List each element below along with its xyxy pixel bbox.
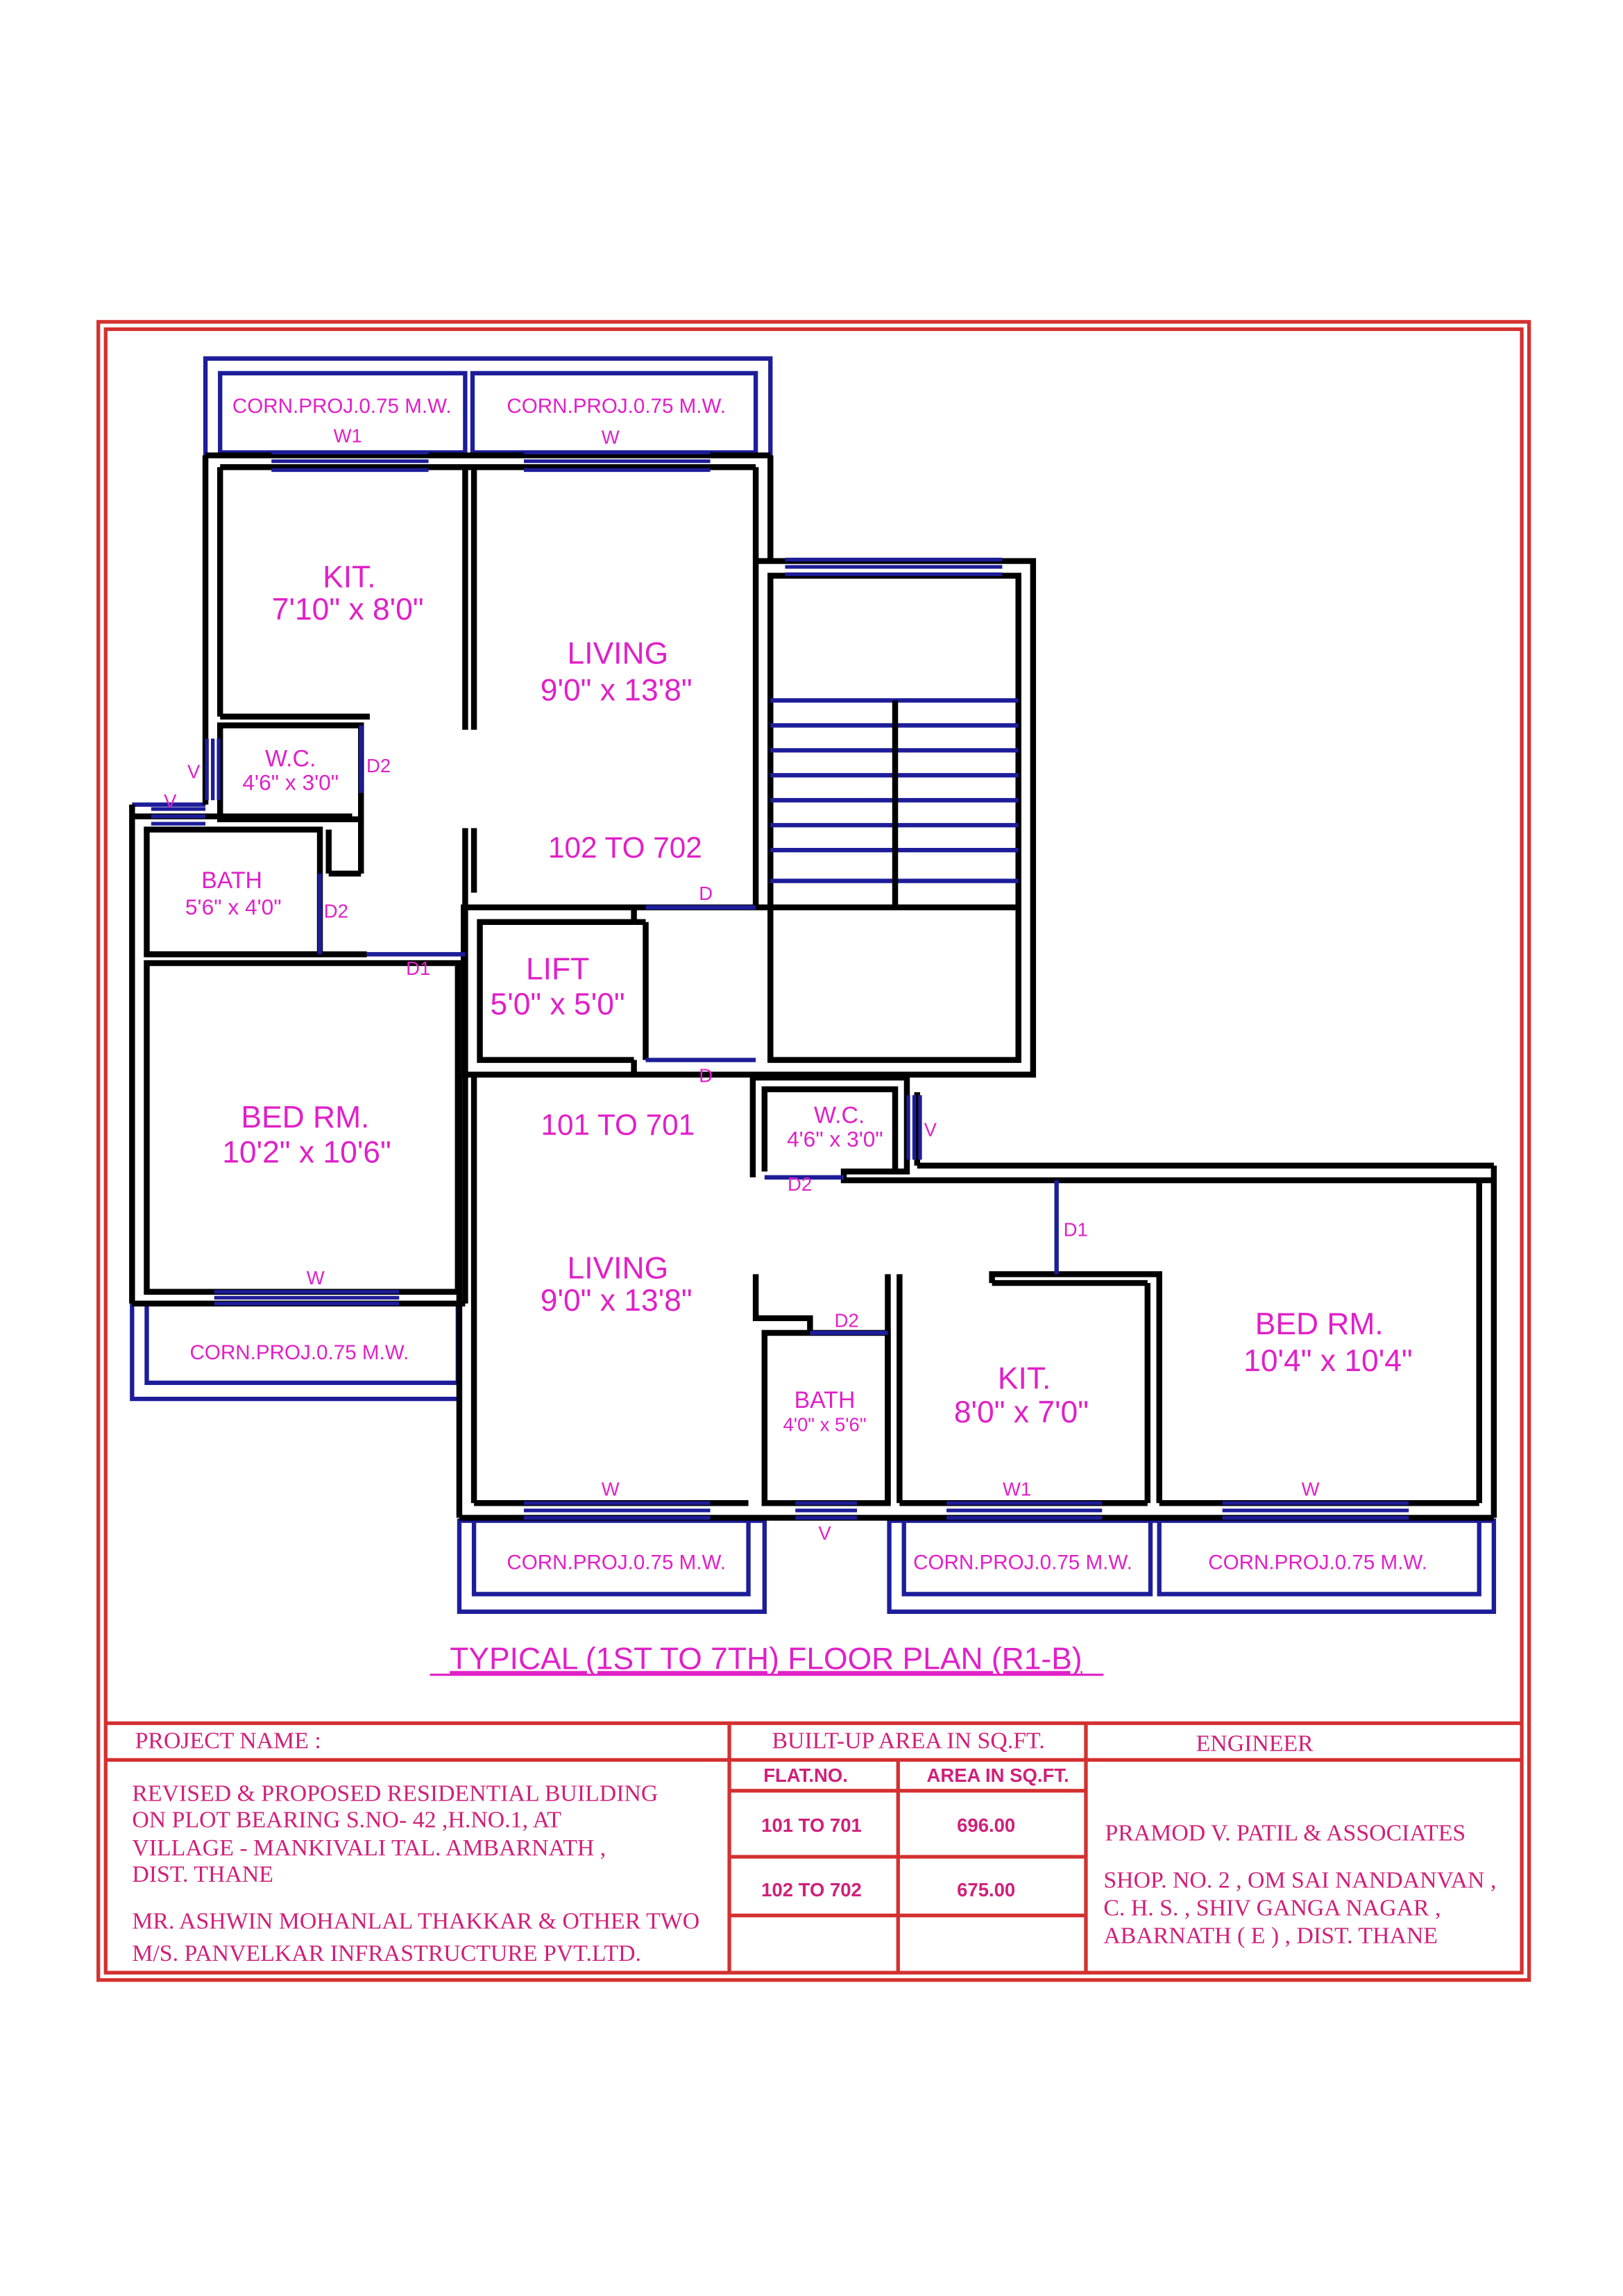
area-col-flat: FLAT.NO. [763,1764,848,1787]
window-tag-w-living: W [601,426,620,448]
window-tag-v-wc: V [187,760,201,783]
corn-proj-label-living-top: CORN.PROJ.0.75 M.W. [507,394,726,418]
window-tag-w-living-101: W [601,1478,620,1500]
bath-102-name: BATH [201,867,263,894]
corn-proj-label-living-bottom: CORN.PROJ.0.75 M.W. [507,1551,726,1574]
window-tag-w1-kit-101: W1 [1002,1478,1032,1500]
engineer-label: ENGINEER [1196,1730,1314,1757]
project-line-4: DIST. THANE [132,1861,273,1887]
area-row-2-area: 675.00 [957,1879,1016,1901]
plan-title: TYPICAL (1ST TO 7TH) FLOOR PLAN (R1-B) [450,1642,1082,1676]
door-tag-d2-wc-101: D2 [788,1173,813,1195]
staircase [770,700,1018,907]
window-tag-w1-kit: W1 [333,425,362,447]
window-tag-w-bed-101: W [1301,1478,1320,1500]
engineer-address-3: ABARNATH ( E ) , DIST. THANE [1103,1923,1438,1949]
wc-102-size: 4'6" x 3'0" [242,769,339,795]
owner-line-2: M/S. PANVELKAR INFRASTRUCTURE PVT.LTD. [132,1941,642,1967]
kitchen-102-size: 7'10" x 8'0" [271,593,424,627]
bath-101-size: 4'0" x 5'6" [783,1413,867,1436]
living-101-name: LIVING [567,1251,669,1286]
corn-proj-label-kit-bottom: CORN.PROJ.0.75 M.W. [913,1551,1132,1574]
kitchen-102-name: KIT. [323,560,376,595]
living-102-name: LIVING [567,636,669,671]
flat-101-range: 101 TO 701 [541,1108,695,1141]
project-name-label: PROJECT NAME : [135,1728,321,1754]
door-tag-d2-bath: D2 [323,900,348,922]
door-tag-d2-wc: D2 [366,755,391,777]
owner-line-1: MR. ASHWIN MOHANLAL THAKKAR & OTHER TWO [132,1908,700,1934]
engineer-firm: PRAMOD V. PATIL & ASSOCIATES [1105,1820,1466,1846]
door-tag-d1-bed-101: D1 [1063,1218,1088,1241]
engineer-address-1: SHOP. NO. 2 , OM SAI NANDANVAN , [1103,1867,1497,1894]
area-row-1-area: 696.00 [957,1814,1016,1837]
door-lines [320,725,1057,1333]
bedroom-101-name: BED RM. [1255,1307,1384,1342]
area-col-area: AREA IN SQ.FT. [926,1764,1069,1787]
wc-101-size: 4'6" x 3'0" [786,1126,883,1152]
window-tag-w-bed: W [306,1267,325,1289]
area-row-1-flat: 101 TO 701 [761,1814,862,1837]
wc-101-name: W.C. [814,1102,865,1129]
corn-proj-label-bed-bottom: CORN.PROJ.0.75 M.W. [1208,1551,1427,1574]
engineer-address-2: C. H. S. , SHIV GANGA NAGAR , [1103,1895,1441,1921]
bath-102-size: 5'6" x 4'0" [185,894,282,920]
living-101-size: 9'0" x 13'8" [540,1284,692,1318]
bath-101-name: BATH [794,1386,856,1413]
door-tag-d-101: D [699,1064,713,1087]
bedroom-102-name: BED RM. [241,1100,370,1134]
window-tag-v-bath: V [164,790,177,812]
project-line-2: ON PLOT BEARING S.NO- 42 ,H.NO.1, AT [132,1807,561,1833]
bedroom-102-size: 10'2" x 10'6" [222,1135,391,1170]
door-tag-d1-bed: D1 [406,957,431,979]
project-line-1: REVISED & PROPOSED RESIDENTIAL BUILDING [132,1780,658,1807]
project-line-3: VILLAGE - MANKIVALI TAL. AMBARNATH , [132,1835,606,1861]
corn-proj-label-bed-left: CORN.PROJ.0.75 M.W. [189,1341,409,1365]
door-tag-d2-bath-101: D2 [834,1309,859,1332]
lift-size: 5'0" x 5'0" [490,987,625,1022]
bedroom-101-size: 10'4" x 10'4" [1243,1343,1413,1378]
kitchen-101-name: KIT. [997,1361,1051,1396]
area-row-2-flat: 102 TO 702 [761,1879,862,1901]
door-tag-d-102: D [699,883,713,905]
area-table-title: BUILT-UP AREA IN SQ.FT. [772,1728,1045,1754]
wc-102-name: W.C. [265,745,316,772]
living-102-size: 9'0" x 13'8" [540,673,692,708]
kitchen-101-size: 8'0" x 7'0" [953,1395,1089,1429]
window-tag-v-wc-101: V [924,1119,937,1141]
lift-name: LIFT [525,952,590,987]
flat-102-range: 102 TO 702 [548,831,702,864]
window-tag-v-bath-101: V [818,1522,831,1545]
corn-proj-label-kit-top: CORN.PROJ.0.75 M.W. [232,394,452,418]
